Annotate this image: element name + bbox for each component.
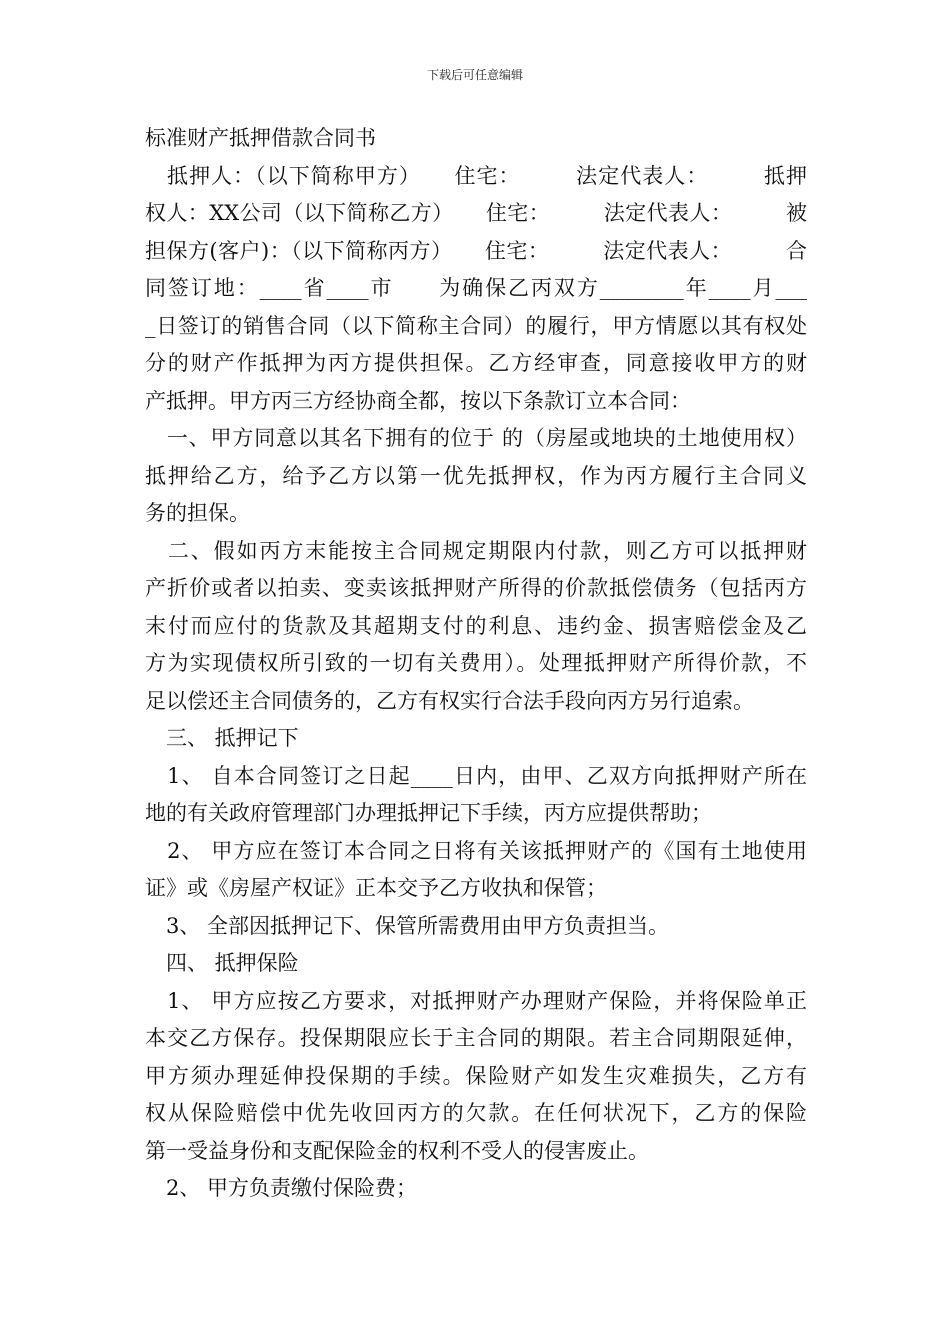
paragraph-line: _日签订的销售合同（以下简称主合同）的履行，甲方情愿以其有权处 (145, 313, 807, 338)
paragraph-line: 权从保险赔偿中优先收回丙方的欠款。在任何状况下，乙方的保险 (145, 1101, 807, 1125)
paragraph-line: 同签订地：____省____市 为确保乙丙双方________年____月___ (145, 276, 807, 300)
paragraph-line: 1、 甲方应按乙方要求，对抵押财产办理财产保险，并将保险单正 (145, 988, 807, 1013)
paragraph-line: 务的担保。 (145, 501, 250, 525)
paragraph-line: 足以偿还主合同债务的，乙方有权实行合法手段向丙方另行追索。 (145, 688, 754, 713)
paragraph-line: 末付而应付的货款及其超期支付的利息、违约金、损害赔偿金及乙 (145, 613, 807, 638)
paragraph-line: 产抵押。甲方丙三方经协商全都，按以下条款订立本合同： (145, 388, 691, 413)
section-heading: 三、 抵押记下 (145, 726, 299, 750)
paragraph-line: 2、 甲方应在签订本合同之日将有关该抵押财产的《国有土地使用 (145, 838, 807, 863)
paragraph-line: 1、 自本合同签订之日起____日内，由甲、乙双方向抵押财产所在 (145, 763, 807, 788)
paragraph-line: 地的有关政府管理部门办理抵押记下手续，丙方应提供帮助； (145, 801, 712, 825)
header-note: 下载后可任意编辑 (426, 68, 523, 82)
section-heading: 四、 抵押保险 (145, 951, 299, 975)
paragraph-line: 本交乙方保存。投保期限应长于主合同的期限。若主合同期限延伸， (145, 1026, 807, 1050)
paragraph-line: 2、 甲方负责缴付保险费； (145, 1176, 418, 1200)
paragraph-line: 二、假如丙方末能按主合同规定期限内付款，则乙方可以抵押财 (145, 538, 807, 563)
paragraph-line: 3、 全部因抵押记下、保管所需费用由甲方负责担当。 (145, 913, 670, 938)
paragraph-line: 证》或《房屋产权证》正本交予乙方收执和保管； (145, 876, 607, 900)
paragraph-line: 分的财产作抵押为丙方提供担保。乙方经审查，同意接收甲方的财 (145, 351, 807, 375)
paragraph-line: 担保方(客户)：（以下简称丙方） 住宅： 法定代表人： 合 (145, 238, 807, 263)
contract-body (145, 120, 807, 1208)
document-title: 标准财产抵押借款合同书 (145, 126, 376, 150)
paragraph-line: 抵押给乙方，给予乙方以第一优先抵押权，作为丙方履行主合同义 (145, 463, 807, 488)
paragraph-line: 第一受益身份和支配保险金的权利不受人的侵害废止。 (145, 1138, 649, 1163)
paragraph-line: 抵押人：（以下简称甲方） 住宅： 法定代表人： 抵押 (145, 163, 807, 188)
paragraph-line: 一、甲方同意以其名下拥有的位于 的（房屋或地块的土地使用权） (145, 426, 807, 450)
paragraph-line: 产折价或者以拍卖、变卖该抵押财产所得的价款抵偿债务（包括丙方 (145, 576, 807, 600)
paragraph-line: 甲方须办理延伸投保期的手续。保险财产如发生灾难损失，乙方有 (145, 1063, 807, 1088)
paragraph-line: 权人：XX公司（以下简称乙方） 住宅： 法定代表人： 被 (145, 201, 807, 225)
paragraph-line: 方为实现债权所引致的一切有关费用）。处理抵押财产所得价款，不 (145, 651, 807, 675)
